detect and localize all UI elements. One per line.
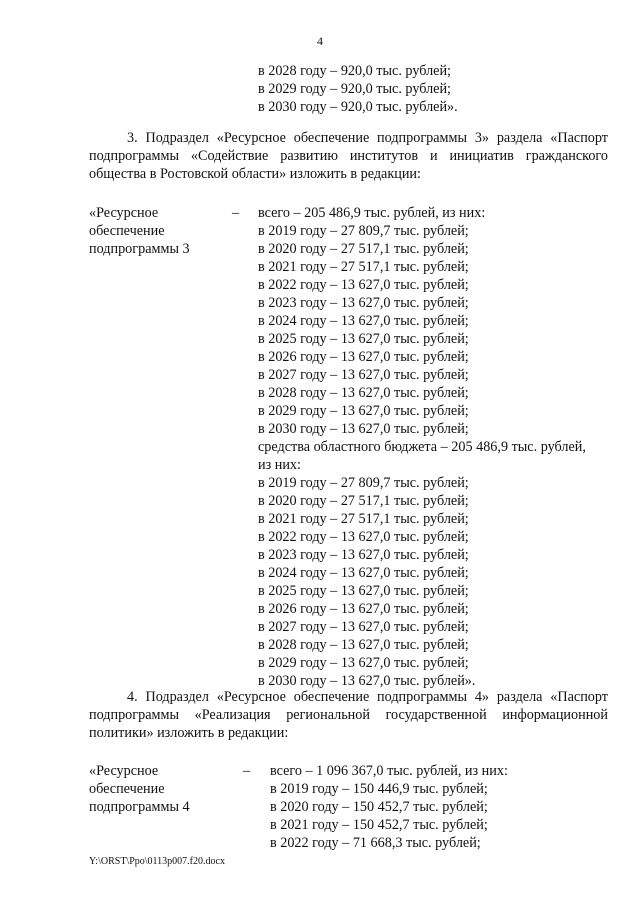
value-line: в 2019 году – 150 446,9 тыс. рублей;	[270, 781, 488, 797]
label-dash: –	[243, 763, 251, 779]
label-line: подпрограммы 3	[89, 241, 190, 257]
value-line: в 2025 году – 13 627,0 тыс. рублей;	[258, 583, 469, 599]
value-line: в 2026 году – 13 627,0 тыс. рублей;	[258, 349, 469, 365]
value-line: в 2026 году – 13 627,0 тыс. рублей;	[258, 601, 469, 617]
label-dash: –	[232, 205, 240, 221]
paragraph-line: 3. Подраздел «Ресурсное обеспечение подпрограммы 3» раздела «Паспорт	[127, 130, 608, 146]
section-3-paragraph	[89, 129, 608, 183]
label-line: «Ресурсное	[89, 205, 159, 221]
value-line: всего – 205 486,9 тыс. рублей, из них:	[258, 205, 486, 221]
label-line: обеспечение	[89, 223, 165, 239]
value-line: в 2030 году – 13 627,0 тыс. рублей;	[258, 421, 469, 437]
value-line: в 2022 году – 71 668,3 тыс. рублей;	[270, 835, 481, 851]
value-line: в 2022 году – 13 627,0 тыс. рублей;	[258, 529, 469, 545]
value-line: в 2025 году – 13 627,0 тыс. рублей;	[258, 331, 469, 347]
paragraph-line: подпрограммы «Содействие развитию институтов и инициатив гражданского	[89, 148, 608, 164]
value-line: в 2028 году – 13 627,0 тыс. рублей;	[258, 385, 469, 401]
paragraph-line: политики» изложить в редакции:	[89, 725, 289, 741]
value-line: в 2024 году – 13 627,0 тыс. рублей;	[258, 565, 469, 581]
value-line: в 2027 году – 13 627,0 тыс. рублей;	[258, 367, 469, 383]
label-line: подпрограммы 4	[89, 799, 190, 815]
section-4-paragraph	[89, 688, 608, 742]
resource-values	[258, 204, 586, 690]
paragraph-line: 4. Подраздел «Ресурсное обеспечение подпрограммы 4» раздела «Паспорт	[127, 689, 608, 705]
value-line: средства областного бюджета – 205 486,9 тыс. рублей,	[258, 439, 586, 455]
value-line: в 2021 году – 27 517,1 тыс. рублей;	[258, 259, 469, 275]
value-line: в 2019 году – 27 809,7 тыс. рублей;	[258, 223, 469, 239]
text-line: в 2028 году – 920,0 тыс. рублей;	[258, 63, 451, 79]
value-line: в 2023 году – 13 627,0 тыс. рублей;	[258, 295, 469, 311]
value-line: в 2030 году – 13 627,0 тыс. рублей».	[258, 673, 476, 689]
value-line: в 2022 году – 13 627,0 тыс. рублей;	[258, 277, 469, 293]
page-number: 4	[317, 34, 323, 48]
resource-label	[89, 762, 190, 816]
label-line: «Ресурсное	[89, 763, 159, 779]
text-line: в 2030 году – 920,0 тыс. рублей».	[258, 99, 458, 115]
resource-values	[270, 762, 508, 852]
resource-label	[89, 204, 190, 258]
text-line: в 2029 году – 920,0 тыс. рублей;	[258, 81, 451, 97]
value-line: в 2021 году – 150 452,7 тыс. рублей;	[270, 817, 488, 833]
value-line: в 2020 году – 150 452,7 тыс. рублей;	[270, 799, 488, 815]
value-line: в 2021 году – 27 517,1 тыс. рублей;	[258, 511, 469, 527]
value-line: в 2020 году – 27 517,1 тыс. рублей;	[258, 493, 469, 509]
value-line: в 2024 году – 13 627,0 тыс. рублей;	[258, 313, 469, 329]
value-line: в 2019 году – 27 809,7 тыс. рублей;	[258, 475, 469, 491]
value-line: в 2020 году – 27 517,1 тыс. рублей;	[258, 241, 469, 257]
file-path-footer: Y:\ORST\Ppo\0113p007.f20.docx	[89, 856, 225, 867]
value-line: в 2029 году – 13 627,0 тыс. рублей;	[258, 403, 469, 419]
paragraph-line: общества в Ростовской области» изложить в редакции:	[89, 166, 421, 182]
value-line: в 2029 году – 13 627,0 тыс. рублей;	[258, 655, 469, 671]
value-line: в 2027 году – 13 627,0 тыс. рублей;	[258, 619, 469, 635]
value-line: всего – 1 096 367,0 тыс. рублей, из них:	[270, 763, 508, 779]
label-line: обеспечение	[89, 781, 165, 797]
value-line: в 2028 году – 13 627,0 тыс. рублей;	[258, 637, 469, 653]
value-line: в 2023 году – 13 627,0 тыс. рублей;	[258, 547, 469, 563]
paragraph-line: подпрограммы «Реализация региональной государственной информационной	[89, 707, 608, 723]
value-line: из них:	[258, 457, 301, 473]
